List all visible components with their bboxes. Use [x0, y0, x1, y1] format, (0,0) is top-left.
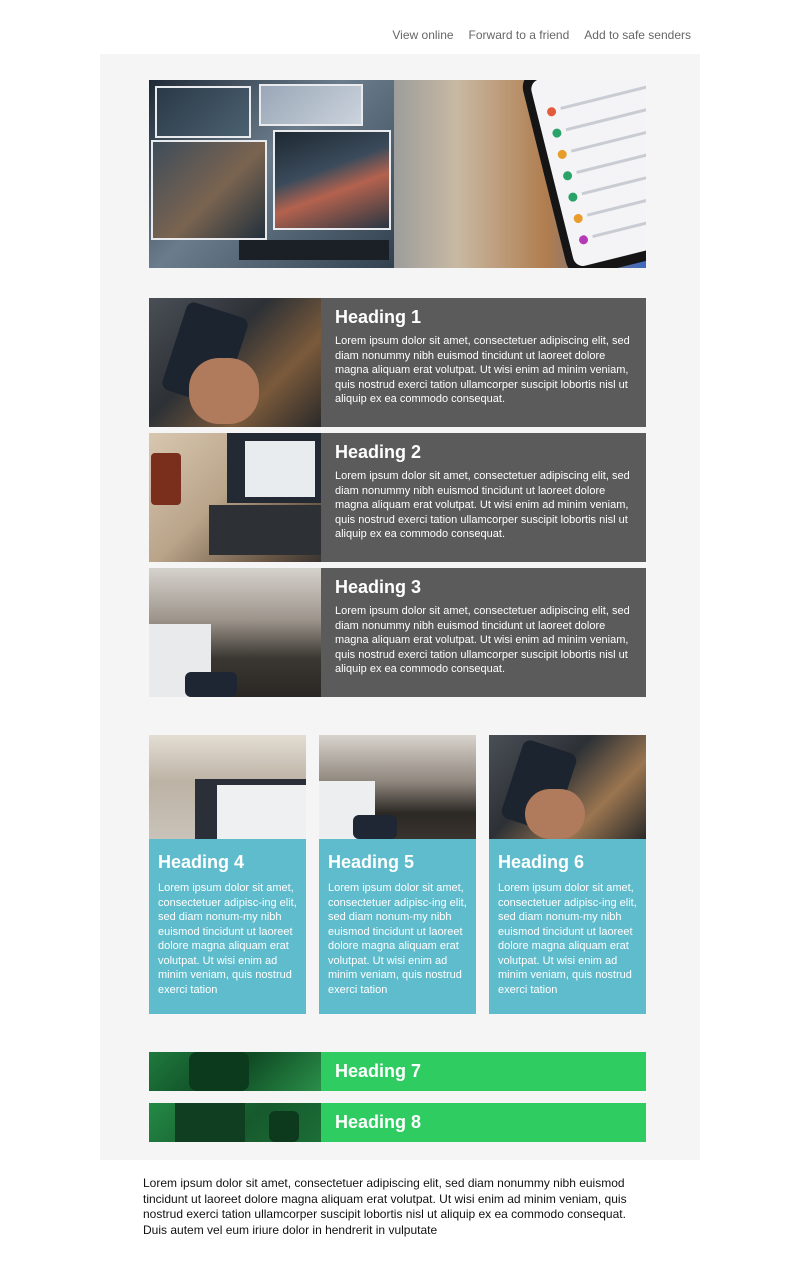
article-row-1[interactable] — [149, 298, 646, 427]
article-row-3[interactable] — [149, 568, 646, 697]
phone-screen — [529, 80, 646, 268]
list-line — [581, 167, 646, 195]
avatar — [573, 213, 584, 224]
row-3-text — [321, 568, 646, 697]
footer-text: Lorem ipsum dolor sit amet, consectetuer adipiscing elit, sed diam nonummy nibh euismod tincidunt ut laoreet dolore magna aliquam erat volutpat. Ut wisi enim ad minim veniam, quis nostrud exerci tation ullamcorper suscipit lobortis nisl ut aliquip ex ea commodo consequat. Duis autem vel eum iriure dolor in hendrerit in vulputate — [143, 1176, 627, 1237]
video-tile — [151, 140, 267, 240]
top-nav — [392, 28, 691, 42]
card-2[interactable] — [319, 735, 476, 1014]
list-line — [560, 83, 646, 110]
taskbar — [239, 240, 389, 260]
phone-shape — [189, 1052, 249, 1091]
row-1-heading: Heading 1 — [335, 307, 422, 327]
card-1-body: Lorem ipsum dolor sit amet, consectetuer adipisc-ing elit, sed diam nonum-my nibh euismod tincidunt ut laoreet dolore magna aliquam erat volutpat. Ut wisi enim ad minim veniam, quis nostrud exerci tation — [158, 882, 297, 996]
row-3-image — [149, 568, 321, 697]
row-2-image — [149, 433, 321, 562]
hand-shape — [525, 789, 585, 839]
phone-shape — [353, 815, 397, 839]
article-row-2[interactable] — [149, 433, 646, 562]
row-1-text — [321, 298, 646, 427]
row-2-heading: Heading 2 — [335, 442, 422, 462]
video-tile — [273, 130, 391, 230]
laptop-screen — [175, 1103, 245, 1142]
add-to-safe-senders-link[interactable]: Add to safe senders — [584, 28, 691, 42]
card-3[interactable] — [489, 735, 646, 1014]
bar-1-heading: Heading 7 — [335, 1061, 422, 1081]
row-1-image — [149, 298, 321, 427]
laptop-screen-photo — [149, 80, 394, 268]
card-3-image — [489, 735, 646, 839]
card-1-heading: Heading 4 — [158, 852, 245, 872]
avatar — [546, 106, 557, 117]
bar-2-image — [149, 1103, 321, 1142]
row-2-body: Lorem ipsum dolor sit amet, consectetuer adipiscing elit, sed diam nonummy nibh euismod tincidunt ut laoreet dolore magna aliquam erat volutpat. Ut wisi enim ad minim veniam, quis nostrud exerci tation ullamcorper suscipit lobortis nisl ut aliquip ex ea commodo consequat. — [335, 470, 630, 540]
card-3-heading: Heading 6 — [498, 852, 585, 872]
hero-image — [149, 80, 646, 268]
phone-shape — [269, 1111, 299, 1142]
list-line — [566, 102, 646, 132]
row-2-text — [321, 433, 646, 562]
card-2-heading: Heading 5 — [328, 852, 415, 872]
avatar — [578, 234, 589, 245]
laptop-keyboard — [209, 505, 321, 555]
card-2-body: Lorem ipsum dolor sit amet, consectetuer adipisc-ing elit, sed diam nonum-my nibh euismod tincidunt ut laoreet dolore magna aliquam erat volutpat. Ut wisi enim ad minim veniam, quis nostrud exerci tation — [328, 882, 467, 996]
laptop-display — [245, 441, 315, 497]
article-bar-1[interactable] — [149, 1052, 646, 1091]
avatar — [562, 170, 573, 181]
bar-2-heading: Heading 8 — [335, 1112, 422, 1132]
forward-to-friend-link[interactable]: Forward to a friend — [468, 28, 570, 42]
video-tile — [155, 86, 251, 138]
card-1-image — [149, 735, 306, 839]
row-3-heading: Heading 3 — [335, 577, 422, 597]
hand-shape — [189, 358, 259, 424]
row-1-body: Lorem ipsum dolor sit amet, consectetuer adipiscing elit, sed diam nonummy nibh euismod tincidunt ut laoreet dolore magna aliquam erat volutpat. Ut wisi enim ad minim veniam, quis nostrud exerci tation ullamcorper suscipit lobortis nisl ut aliquip ex ea commodo consequat. — [335, 335, 630, 405]
video-tile — [259, 84, 363, 126]
avatar — [557, 149, 568, 160]
drink-glass — [151, 453, 181, 505]
laptop-display — [217, 785, 306, 839]
smartphone — [519, 80, 646, 268]
view-online-link[interactable]: View online — [392, 28, 454, 42]
card-3-body: Lorem ipsum dolor sit amet, consectetuer adipisc-ing elit, sed diam nonum-my nibh euismod tincidunt ut laoreet dolore magna aliquam erat volutpat. Ut wisi enim ad minim veniam, quis nostrud exerci tation — [498, 882, 637, 996]
article-bar-2[interactable] — [149, 1103, 646, 1142]
list-line — [587, 190, 646, 217]
bar-1-image — [149, 1052, 321, 1091]
card-2-image — [319, 735, 476, 839]
row-3-body: Lorem ipsum dolor sit amet, consectetuer adipiscing elit, sed diam nonummy nibh euismod tincidunt ut laoreet dolore magna aliquam erat volutpat. Ut wisi enim ad minim veniam, quis nostrud exerci tation ullamcorper suscipit lobortis nisl ut aliquip ex ea commodo consequat. — [335, 605, 630, 675]
avatar — [551, 128, 562, 139]
list-line — [571, 126, 646, 152]
phone-shape — [185, 672, 237, 697]
card-1[interactable] — [149, 735, 306, 1014]
avatar — [567, 192, 578, 203]
